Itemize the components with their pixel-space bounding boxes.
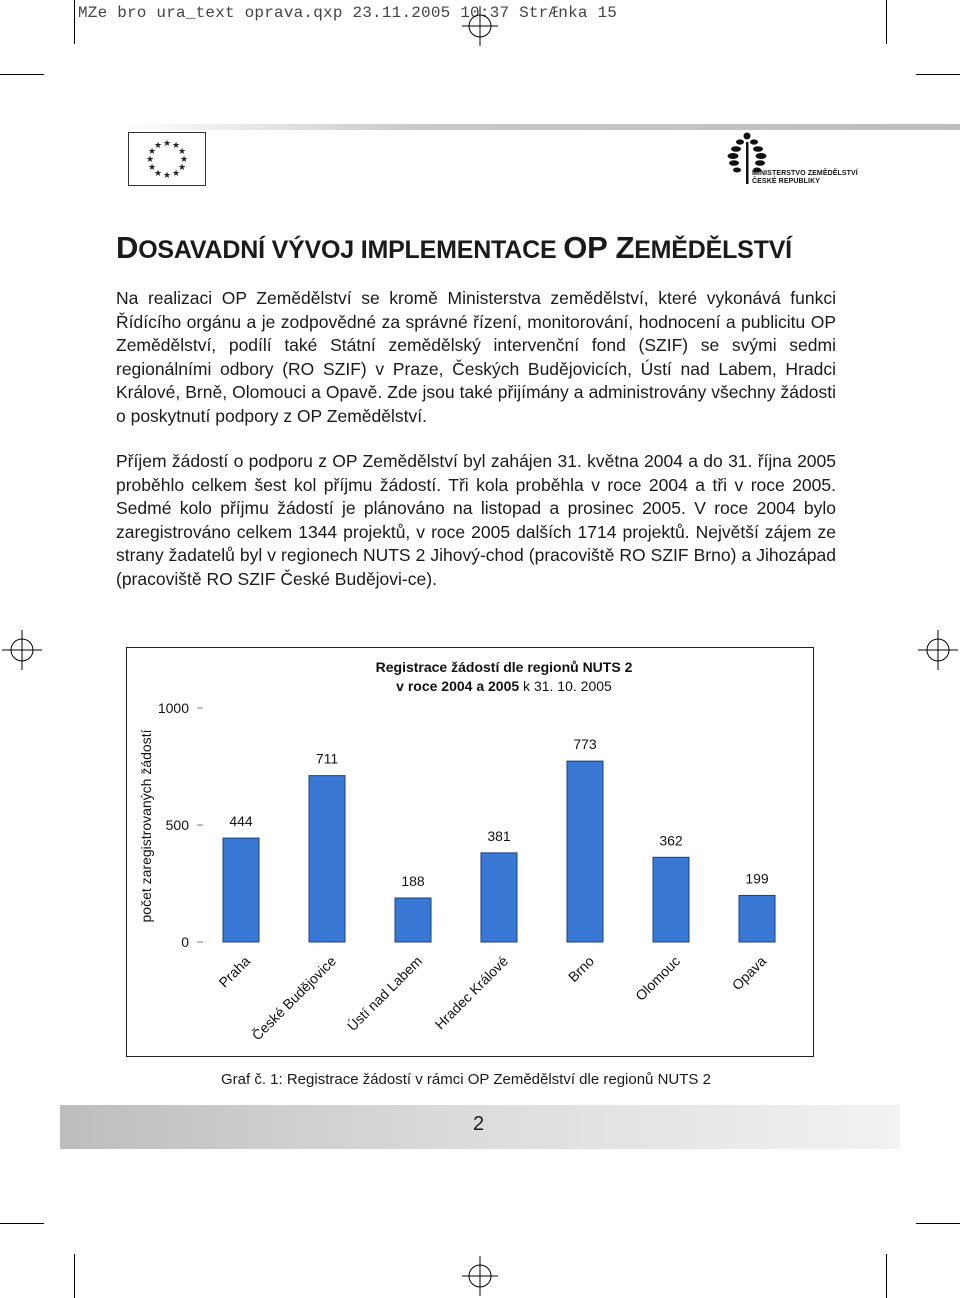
body-paragraph-1: Na realizaci OP Zemědělství se kromě Ministerstva zemědělství, které vykonává funkci Řídícího orgánu a je zodpovědné za správné řízení, monitorování, hodnocení a publicitu OP Zemědělství, podílí také Státní zemědělský intervenční fond (SZIF) se svými sedmi regionálními odbory (RO SZIF) v Praze, Českých Budějovicích, Ústí nad Labem, Hradci Králové, Brně, Olomouci a Opavě. Zde jsou také přijímány a administrovány všechny žádosti o poskytnutí podpory z OP Zemědělství. [116,288,836,426]
x-tick-label: Praha [215,952,254,991]
registration-mark-bottom [462,1256,498,1296]
svg-text:★: ★ [145,154,155,164]
x-tick-label: České Budějovice [248,952,340,1044]
data-label: 199 [745,870,769,887]
ministry-logo-line2: ČESKÉ REPUBLIKY [752,178,821,185]
title-initial-2: OP Z [563,230,635,265]
chart-title-line2 [396,678,612,694]
chart-frame [126,647,814,1057]
y-tick-label: 1000 [157,700,189,716]
y-tick-label: 0 [181,934,189,950]
eu-flag-logo [128,132,206,186]
data-label: 362 [659,832,683,849]
page-number: 2 [473,1113,485,1135]
svg-text:★: ★ [171,140,181,150]
registration-mark-left [2,630,42,670]
svg-text:★: ★ [147,162,157,172]
svg-text:★: ★ [177,162,187,172]
bar [567,761,603,942]
svg-text:★: ★ [147,146,157,156]
svg-text:★: ★ [162,170,172,180]
title-part-2: EMĚDĚLSTVÍ [634,236,792,264]
x-tick-label: Opava [728,952,770,994]
registration-mark-top [462,6,498,46]
x-tick-label: Brno [564,952,598,986]
bar [481,853,517,942]
x-tick-label: Hradec Králové [431,952,512,1033]
title-part-1: OSAVADNÍ VÝVOJ IMPLEMENTACE [138,236,564,264]
bar-chart [127,648,813,1056]
data-label: 711 [315,750,339,767]
svg-text:★: ★ [162,138,172,148]
y-tick-label: 500 [165,817,189,833]
bar [395,898,431,942]
ministry-logo-line1: MINISTERSTVO ZEMĚDĚLSTVÍ [752,170,858,177]
chart-title-line1: Registrace žádostí dle regionů NUTS 2 [375,659,633,675]
chart-y-axis-label: počet zaregistrovaných žádostí [138,729,154,923]
bar [653,857,689,942]
page-title [116,230,792,266]
bar [739,895,775,942]
title-initial-1: D [116,230,139,265]
header-bar [122,124,960,130]
data-label: 381 [487,827,511,844]
x-tick-label: Olomouc [632,952,684,1004]
ministry-logo-text [752,170,858,186]
registration-mark-right [918,630,958,670]
data-label: 188 [401,873,425,890]
figure-caption: Graf č. 1: Registrace žádostí v rámci OP Zemědělství dle regionů NUTS 2 [221,1071,711,1088]
chart-title-line2-bold: v roce 2004 a 2005 [396,678,520,694]
svg-text:★: ★ [153,140,163,150]
print-slug: MZe bro ura_text oprava.qxp 23.11.2005 10:37 StrÆnka 15 [78,4,618,22]
data-label: 773 [573,736,597,753]
x-tick-label: Ústí nad Labem [343,952,426,1035]
chart-title-line2-rest: k 31. 10. 2005 [519,678,612,694]
svg-text:★: ★ [153,168,163,178]
svg-text:★: ★ [177,146,187,156]
svg-text:★: ★ [171,168,181,178]
bar [309,776,345,942]
body-paragraph-2: Příjem žádostí o podporu z OP Zemědělství byl zahájen 31. května 2004 a do 31. října 2005 proběhlo celkem šest kol příjmu žádostí. Tři kola proběhla v roce 2004 a tři v roce 2005. Sedmé kolo příjmu žádostí je plánováno na listopad a prosinec 2005. V roce 2004 bylo zaregistrováno celkem 1344 projektů, v roce 2005 dalších 1714 projektů. Největší zájem ze strany žadatelů byl v regionech NUTS 2 Jihový-chod (pracoviště RO SZIF Brno) a Jihozápad (pracoviště RO SZIF České Budějovi-ce). [116,451,836,589]
data-label: 444 [229,813,253,830]
svg-text:★: ★ [179,154,189,164]
bar [223,838,259,942]
